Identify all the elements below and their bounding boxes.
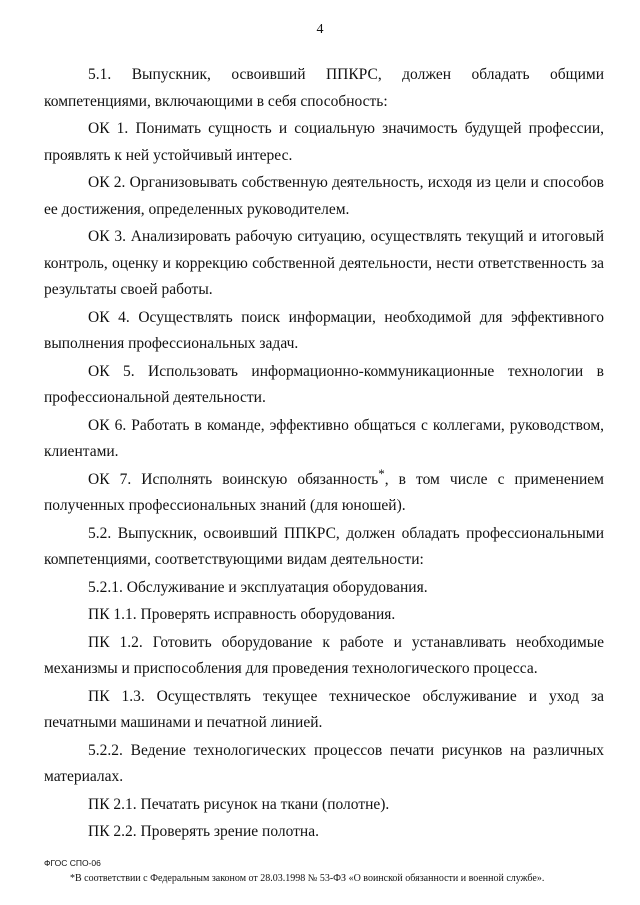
paragraph-ok3 (44, 224, 604, 304)
paragraph-text: ОК 2. Организовывать собственную деятельность, исходя из цели и способов ее достижения, определенных руководителем. (44, 174, 604, 218)
paragraph-text: ОК 5. Использовать информационно-коммуникационные технологии в профессиональной деятельности. (44, 362, 604, 406)
paragraph-pk11 (44, 602, 604, 629)
paragraph-text: ПК 1.2. Готовить оборудование к работе и устанавливать необходимые механизмы и приспособления для проведения технологического процесса. (44, 633, 604, 677)
paragraph-text: ПК 1.1. Проверять исправность оборудования. (88, 606, 396, 623)
footnote-marker: * (378, 465, 385, 481)
paragraph-ok6 (44, 413, 604, 466)
paragraph-text: ПК 2.2. Проверять зрение полотна. (88, 823, 319, 840)
paragraph-text: ОК 7. Исполнять воинскую обязанность (88, 470, 379, 488)
paragraph-text: ПК 1.3. Осуществлять текущее техническое обслуживание и уход за печатными машинами и печатной линией. (44, 687, 604, 731)
paragraph-ok7 (44, 467, 604, 520)
paragraph-text: 5.1. Выпускник, освоивший ППКРС, должен обладать общими компетенциями, включающими в себя способность: (44, 66, 604, 110)
paragraph-text: ОК 1. Понимать сущность и социальную значимость будущей профессии, проявлять к ней устойчивый интерес. (44, 120, 604, 164)
document-body (44, 62, 604, 846)
paragraph-pk22 (44, 819, 604, 846)
paragraph-ok4 (44, 305, 604, 358)
footnote: *В соответствии с Федеральным законом от 28.03.1998 № 53-ФЗ «О воинской обязанности и военной службе». (70, 873, 545, 884)
paragraph-pk12 (44, 630, 604, 683)
paragraph-text: ПК 2.1. Печатать рисунок на ткани (полотне). (88, 795, 390, 813)
paragraph-ok5 (44, 359, 604, 412)
paragraph-text: 5.2.2. Ведение технологических процессов печати рисунков на различных материалах. (44, 741, 604, 785)
paragraph-5-1 (44, 62, 604, 115)
paragraph-ok1 (44, 116, 604, 169)
paragraph-text: ОК 3. Анализировать рабочую ситуацию, осуществлять текущий и итоговый контроль, оценку и коррекцию собственной деятельности, нести ответственность за результаты своей работы. (44, 228, 604, 298)
paragraph-text: 5.2.1. Обслуживание и эксплуатация оборудования. (88, 578, 428, 596)
paragraph-text: 5.2. Выпускник, освоивший ППКРС, должен обладать профессиональными компетенциями, соответствующими видам деятельности: (44, 524, 604, 568)
paragraph-5-2-2 (44, 738, 604, 791)
paragraph-text: , в том числе с применением полученных профессиональных знаний (для юношей). (44, 470, 604, 514)
paragraph-text: ОК 6. Работать в команде, эффективно общаться с коллегами, руководством, клиентами. (44, 416, 604, 460)
paragraph-text: ОК 4. Осуществлять поиск информации, необходимой для эффективного выполнения профессиональных задач. (44, 308, 604, 352)
paragraph-pk13 (44, 684, 604, 737)
paragraph-pk21 (44, 792, 604, 819)
paragraph-ok2 (44, 170, 604, 223)
paragraph-5-2-1 (44, 575, 604, 602)
document-code: ФГОС СПО-06 (44, 858, 101, 868)
page-number: 4 (316, 22, 324, 37)
paragraph-5-2 (44, 521, 604, 574)
